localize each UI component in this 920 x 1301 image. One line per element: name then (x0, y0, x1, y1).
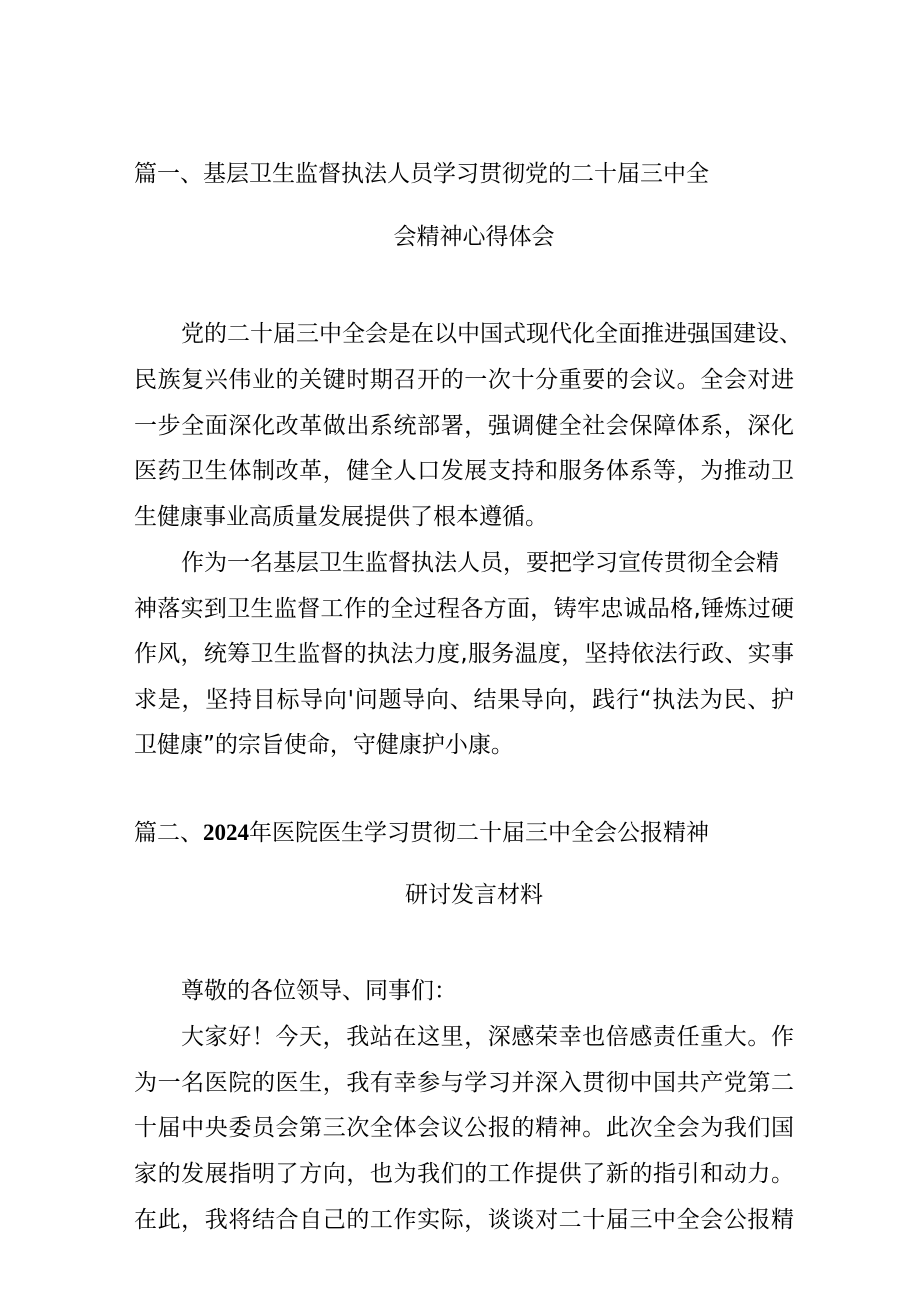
section1-p2-line4: 求是，坚持目标导向'问题导向、结果导向，践行“执法为民、护 (134, 687, 794, 713)
section1-p1-line3: 一步全面深化改革做出系统部署，强调健全社会保障体系，深化 (134, 413, 794, 439)
section1-title-line1: 篇一、基层卫生监督执法人员学习贯彻党的二十届三中全 (134, 161, 709, 187)
section2-p1-line4: 家的发展指明了方向，也为我们的工作提供了新的指引和动力。 (134, 1161, 794, 1187)
section1-p1-line2: 民族复兴伟业的关键时期召开的一次十分重要的会议。全会对进 (134, 367, 794, 393)
section2-p1-line2: 为一名医院的医生，我有幸参与学习并深入贯彻中国共产党第二 (134, 1070, 794, 1096)
section2-p1-line5: 在此，我将结合自己的工作实际，谈谈对二十届三中全会公报精 (134, 1207, 794, 1233)
section1-p1-line4: 医药卫生体制改革，健全人口发展支持和服务体系等，为推动卫 (134, 458, 794, 484)
section2-greeting: 尊敬的各位领导、同事们： (181, 978, 457, 1004)
section2-title-line2: 研讨发言材料 (405, 882, 543, 908)
section1-p2-line3: 作风，统筹卫生监督的执法力度,服务温度，坚持依法行政、实事 (134, 641, 794, 667)
section1-p1-line1: 党的二十届三中全会是在以中国式现代化全面推进强国建设、 (181, 321, 802, 347)
section1-p2-line2: 神落实到卫生监督工作的全过程各方面，铸牢忠诚品格,锤炼过硬 (134, 596, 794, 622)
section1-p1-line5: 生健康事业高质量发展提供了根本遵循。 (134, 504, 548, 530)
section2-p1-line3: 十届中央委员会第三次全体会议公报的精神。此次全会为我们国 (134, 1115, 794, 1141)
section2-title-year: 2024 (203, 820, 249, 845)
section1-p2-line1: 作为一名基层卫生监督执法人员，要把学习宣传贯彻全会精 (181, 550, 779, 576)
section2-p1-line1: 大家好！今天，我站在这里，深感荣幸也倍感责任重大。作 (181, 1024, 794, 1050)
section2-title-line1 (134, 821, 794, 845)
section2-title-prefix: 篇二、 (134, 820, 203, 846)
section1-title-line2: 会精神心得体会 (393, 224, 555, 250)
section1-p2-line5: 卫健康”的宗旨使命，守健康护小康。 (134, 732, 514, 758)
section2-title-rest: 年医院医生学习贯彻二十届三中全会公报精神 (249, 820, 709, 846)
